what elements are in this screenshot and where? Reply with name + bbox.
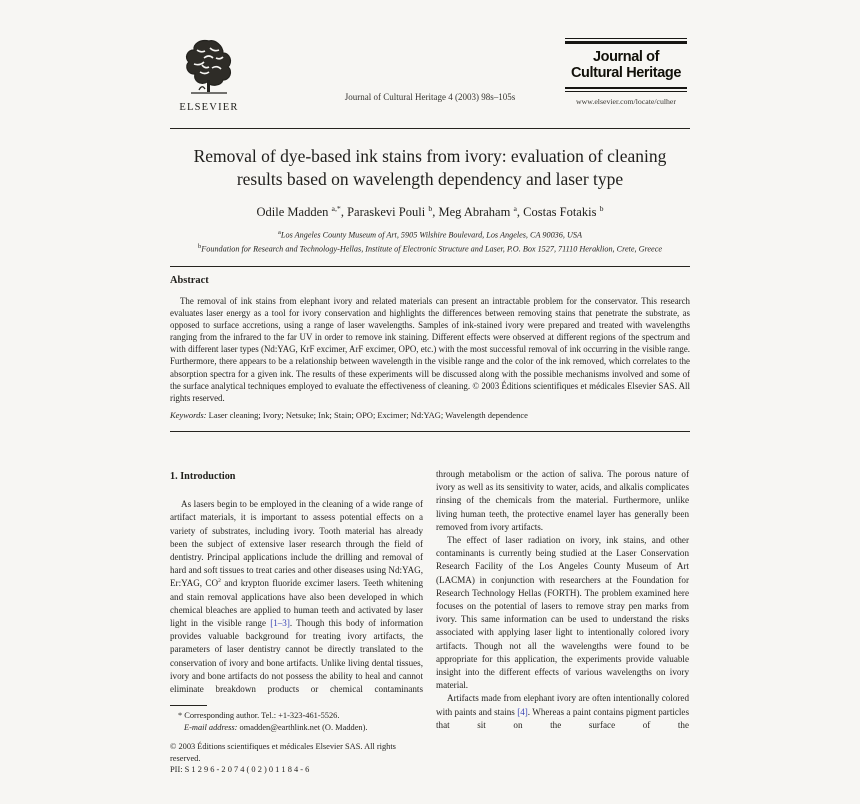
article-title: Removal of dye-based ink stains from ivory: evaluation of cleaning results based on wavelength dependency and laser type — [193, 146, 667, 189]
intro-paragraph-1: As lasers begin to be employed in the cleaning of a wide range of artifact materials, it is important to assess potential effects on a variety of substrates, including ivory. Tooth material has already been the subject of extensive laser research through the field of dentistry. Principal applications include the drilling and removal of hard and soft tissues to treat caries and other diseases using Nd:YAG, Er:YAG, $CO^2$ and krypton fluoride excimer lasers. Teeth whitening and stain removal applications have also been developed in which chemical bleaches are applied to human teeth and activated by laser light in the visible range [1–3]. Though this body of information provides valuable background for treating ivory artifacts, the parameters of laser dentistry cannot be directly translated to the conservation of ivory and bone artifacts. Unlike living dental tissues, ivory and bone artifacts do not possess the ability to heal and cannot eliminate breakdown products or chemical contaminants — [170, 499, 424, 695]
keywords-label: Keywords: — [170, 410, 207, 421]
author-4-affil-mark: b — [599, 204, 604, 213]
corresponding-author-note: * Corresponding author. Tel.: +1-323-461-5526. — [178, 711, 340, 721]
copyright-line: © 2003 Éditions scientifiques et médicales Elsevier SAS. All rights reserved. — [170, 742, 396, 763]
pii-line: PII: S 1 2 9 6 - 2 0 7 4 ( 0 2 ) 0 1 1 8 4 - 6 — [170, 765, 310, 775]
keywords-line — [170, 410, 690, 420]
body-paragraph-3: The effect of laser radiation on ivory, ink stains, and other contaminants is currently being studied at the Laser Conservation Research Facility of the Los Angeles County Museum of Art (LACMA) in conjunction with researchers at the Foundation for Research Technology Hellas (FORTH). The problem examined here focuses on the potential of lasers to remove stray pen marks from ivory. This same information can be used to understand the risks associated with applying laser light to intentionally colored ivory artifacts. Though not all the wavelengths were found to be appropriate for this application, the experiments provide valuable insight into the different effects of various wavelengths on ivory material. — [436, 535, 689, 691]
keywords-list: Laser cleaning; Ivory; Netsuke; Ink; Stain; OPO; Excimer; Nd:YAG; Wavelength dependence — [206, 410, 528, 421]
author-line — [170, 201, 690, 220]
body-paragraph-4: Artifacts made from elephant ivory are often intentionally colored with paints and stains [4]. Whereas a paint contains pigment particles that sit on the surface of the — [436, 693, 690, 730]
article-content — [170, 0, 690, 776]
email-address: omadden@earthlink.net (O. Madden). — [237, 722, 368, 732]
author-1: Odile Madden $^{a,*}$, — [256, 204, 348, 220]
copyright-block — [170, 741, 423, 776]
journal-name-line1: Journal of — [592, 48, 660, 65]
author-4: Costas Fotakis $^b$ — [523, 204, 604, 220]
header-divider — [170, 128, 690, 129]
abstract-top-divider — [170, 266, 690, 267]
co2-superscript: 2 — [218, 578, 221, 585]
footnote-divider — [170, 705, 207, 706]
journal-website-url: www.elsevier.com/locate/culher — [576, 97, 676, 106]
citation-ref-1-3[interactable]: [1–3] — [270, 618, 290, 629]
author-3-affil-mark: a — [513, 204, 517, 213]
abstract-text: The removal of ink stains from elephant ivory and related materials can present an intractable problem for the conservator. This research evaluates laser energy as a tool for ivory conservation and highlights the differences between removing stains that penetrate the substrate, as opposed to surface accretions, using a range of laser wavelengths. Samples of ink-stained ivory were prepared and treated with wavelengths ranging from the infrared to the far UV in order to remove ink staining. Different effects were observed at different regions of the spectrum and with different laser types (Nd:YAG, KrF excimer, ArF excimer, OPO, etc.) with the most successful removal of ink occurring in the visible range. Furthermore, there appears to be a relationship between wavelength in the visible range and the color of the ink removed, which correlates to the absorption spectra for a given ink. The results of these experiments will be discussed along with the possible mechanisms involved and some of the surface analytical techniques employed to evaluate the effectiveness of cleaning. © 2003 Éditions scientifiques et médicales Elsevier SAS. All rights reserved. — [170, 295, 690, 403]
abstract-heading: Abstract — [170, 274, 209, 286]
section-1-heading: 1. Introduction — [170, 471, 236, 483]
affiliation-a: $^a$Los Angeles County Museum of Art, 5905 Wilshire Boulevard, Los Angeles, CA 90036, USA — [278, 229, 582, 240]
citation-ref-4[interactable]: [4] — [517, 706, 528, 717]
right-column — [436, 468, 689, 776]
email-label: E-mail address: — [184, 722, 238, 732]
footnote-block — [170, 705, 423, 733]
author-3: Meg Abraham $^a$, — [438, 204, 524, 220]
elsevier-wordmark: ELSEVIER — [179, 102, 239, 113]
journal-citation: Journal of Cultural Heritage 4 (2003) 98s–105s — [344, 92, 516, 102]
affiliation-b: $^b$Foundation for Research and Technology-Hellas, Institute of Electronic Structure and Laser, P.O. Box 1527, 71110 Heraklion, Crete, Greece — [198, 242, 662, 254]
author-2: Paraskevi Pouli $^b$, — [347, 204, 439, 220]
author-2-affil-mark: b — [428, 204, 433, 213]
body-paragraph-2: through metabolism or the action of saliva. The porous nature of ivory as well as its sensitivity to water, acids, and alkalis complicates rinsing of the chemicals from the material. Furthermore, unlike living human teeth, the protective enamel layer has generally been removed from ivory artifacts. — [436, 469, 689, 532]
affiliations — [170, 227, 690, 254]
journal-name-line2: Cultural Heritage — [570, 64, 682, 81]
author-1-affil-mark: a,* — [331, 204, 341, 213]
email-note — [170, 722, 423, 733]
keywords-bottom-divider — [170, 431, 690, 432]
left-column — [170, 468, 423, 776]
two-column-body — [170, 468, 690, 776]
